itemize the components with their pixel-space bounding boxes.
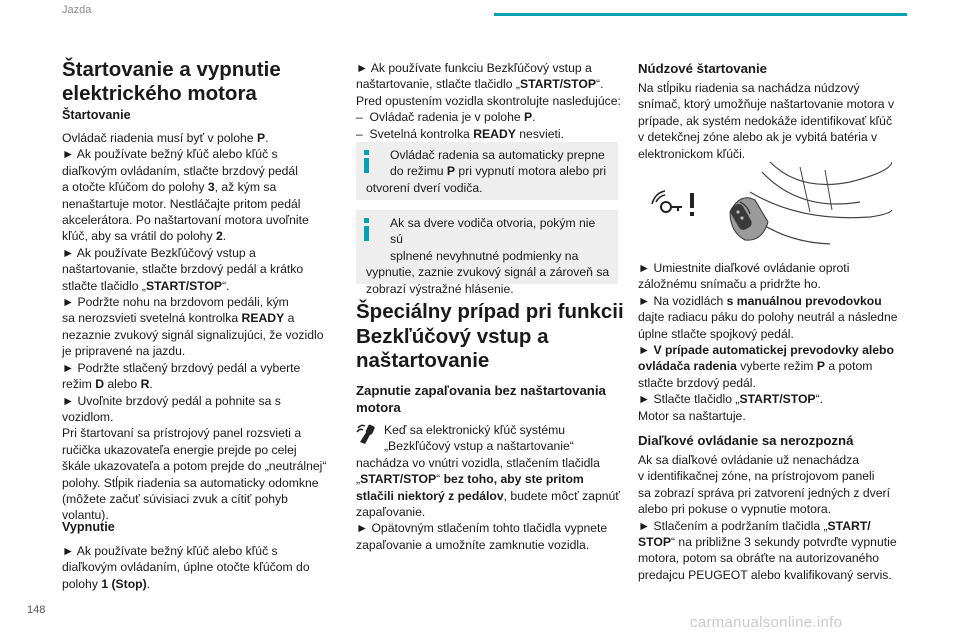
text-line: ► Ak používate funkciu Bezkľúčový vstup a [356,61,592,75]
text-line: motora, potom sa obráťte na autorizovaného [638,551,880,566]
text-line: polohy. Stĺpik riadenia sa automaticky odomkne [62,475,319,490]
subheading-emergency-start: Núdzové štartovanie [638,61,767,76]
stop-paragraph [62,543,332,592]
text-line: ► Opätovným stlačením tohto tlačidla vypnete [356,521,608,536]
text-line: snímač, ktorý umožňuje naštartovanie motora v [638,97,895,112]
text-line: zapaľovanie a umožníte zamknutie vozidla. [356,537,590,552]
text-line: ► Ak používate bežný kľúč alebo kľúč s [62,147,278,162]
text-line: STOP“ na približne 3 sekundy potvrďte vypnutie [638,535,897,550]
text-line: stlačte brzdový pedál. [638,375,756,390]
text-line: ► Podržte stlačený brzdový pedál a vyberte [62,360,301,375]
info-note-icon [362,218,372,244]
text-line: nenaštartuje motor. Nestláčajte pritom pedál [62,196,301,211]
info-note-icon [362,150,372,176]
text-line: diaľkovým ovládaním, úplne otočte kľúčom do [62,560,310,575]
header-accent-rule [494,13,907,16]
text-line: v identifikačnej zóne, na prístrojovom paneli [638,469,875,484]
text-line: predajcu PEUGEOT alebo kvalifikovaný servis. [638,567,892,582]
text-line: Ovládač riadenia musí byť v polohe P. [62,131,269,145]
emergency-sensor-illustration [650,162,892,256]
text-line: ► Ak používate Bezkľúčový vstup a [62,245,256,260]
remote-key-fob-icon [728,198,768,240]
text-line: záložnému snímaču a pridržte ho. [638,277,821,292]
text-line: naštartovanie, stlačte brzdový pedál a krátko [62,262,304,277]
text-line: kľúč, aby sa vrátil do polohy 2. [62,229,227,244]
text-line: ► Umiestnite diaľkové ovládanie oproti [638,261,850,275]
text-line: zobrazí výstražné hlásenie. [366,281,514,296]
text-line: stlačili niektorý z pedálov, budete môcť zapnúť [356,488,620,503]
text-line: úplne stlačte spojkový pedál. [638,326,794,341]
text-line: do režimu P pri vypnutí motora alebo pri [390,164,607,179]
text-line: Ak sa dvere vodiča otvoria, pokým nie sú [390,216,596,247]
text-line: elektronickom kľúči. [638,146,746,161]
running-header: Jazda [62,4,92,16]
text-line: vozidlom. [62,409,114,424]
text-line: otvorení dverí vodiča. [366,180,483,195]
text-line: Pred opustením vozidla skontrolujte nasledujúce: [356,93,621,108]
text-line: ► Podržte nohu na brzdovom pedáli, kým [62,295,289,310]
text-line: – Ovládač radenia je v polohe P. [356,110,536,125]
text-line: Ovládač radenia sa automaticky prepne [390,148,605,162]
text-line: nachádza vo vnútri vozidla, stlačením tlačidla [356,455,600,470]
text-line: – Svetelná kontrolka READY nesvieti. [356,126,564,141]
text-line: sa nerozsvieti svetelná kontrolka READY a [62,311,295,326]
text-line: režim D alebo R. [62,377,153,392]
text-line: ► Na vozidlách s manuálnou prevodovkou [638,293,882,308]
text-line: akcelerátora. Po naštartovaní motora uvoľnite [62,213,309,228]
subheading-stop: Vypnutie [62,520,115,534]
text-line: zapaľovanie. [356,505,426,520]
text-line: (môžete začuť súvisiaci zvuk a cítiť pohyb [62,491,288,506]
emergency-paragraph [638,80,910,162]
text-line: Pri štartovaní sa prístrojový panel rozsvieti a [62,426,302,441]
emergency-steps-paragraph [638,260,910,424]
remote-paragraph [638,452,910,583]
text-line: Motor sa naštartuje. [638,408,746,423]
section-title-keyless-special: Špeciálny prípad pri funkcii Bezkľúčový vstup a naštartovanie [356,300,624,372]
text-line: Na stĺpiku riadenia sa nachádza núdzový [638,81,860,95]
info-note-door-warning [356,210,618,296]
text-line: ► Uvoľnite brzdový pedál a pohnite sa s [62,393,281,408]
key-warning-icon [652,191,694,216]
stop-keyless-paragraph [356,60,626,142]
text-line: „Bezkľúčový vstup a naštartovanie“ [384,439,574,454]
page-number: 148 [27,604,46,616]
text-line: alebo pri pokuse o vypnutie motora. [638,502,832,517]
text-line: stlačte tlačidlo „START/STOP“. [62,278,230,293]
text-line: Ak sa diaľkové ovládanie už nenachádza [638,453,860,467]
text-line: Keď sa elektronický kľúč systému [384,423,566,437]
subheading-start: Štartovanie [62,108,131,122]
text-line: „START/STOP“ bez toho, aby ste pritom [356,472,584,487]
text-line: vypnutie, zaznie zvukový signál a zároveň sa [366,265,610,280]
ignition-paragraph [356,422,628,553]
watermark: carmanualsonline.info [690,614,843,631]
text-line: ► Stlačte tlačidlo „START/STOP“. [638,392,824,407]
text-line: ► V prípade automatickej prevodovky alebo [638,343,894,358]
text-line: nezaznie zvukový signál signalizujúci, že vozidlo [62,327,324,342]
text-line: ovládača radenia vyberte režim P a potom [638,359,873,374]
info-note-gear-park [356,142,618,200]
text-line: a otočte kľúčom do polohy 3, až kým sa [62,180,277,195]
text-line: prípade, ak systém nedokáže identifikovať kľúč [638,113,893,128]
text-line: polohy 1 (Stop). [62,576,151,591]
subheading-remote-not-detected: Diaľkové ovládanie sa nerozpozná [638,433,854,448]
text-line: v detekčnej zóne alebo ak je vybitá batéria v [638,130,878,145]
text-line: škále ukazovateľa a potom prejde do „neutrálnej“ [62,459,327,474]
text-line: splnené nevyhnutné podmienky na [390,248,579,263]
subheading-ignition-on: Zapnutie zapaľovania bez naštartovania motora [356,383,606,415]
text-line: ► Ak používate bežný kľúč alebo kľúč s [62,544,278,558]
text-line: ručička ukazovateľa energie prejde po celej [62,442,297,457]
text-line: diaľkovým ovládaním, stlačte brzdový pedál [62,163,298,178]
text-line: dajte radiacu páku do polohy neutrál a následne [638,310,898,325]
text-line: je pripravené na jazdu. [62,344,186,359]
section-title-start-stop: Štartovanie a vypnutie elektrického motora [62,58,281,105]
text-line: ► Stlačením a podržaním tlačidla „START/ [638,518,871,533]
text-line: naštartovanie, stlačte tlačidlo „START/STOP“. [356,77,604,92]
start-paragraph [62,130,332,524]
text-line: volantu). [62,508,109,523]
text-line: sa zobrazí správa pri zatvorení jedných z dverí [638,485,890,500]
